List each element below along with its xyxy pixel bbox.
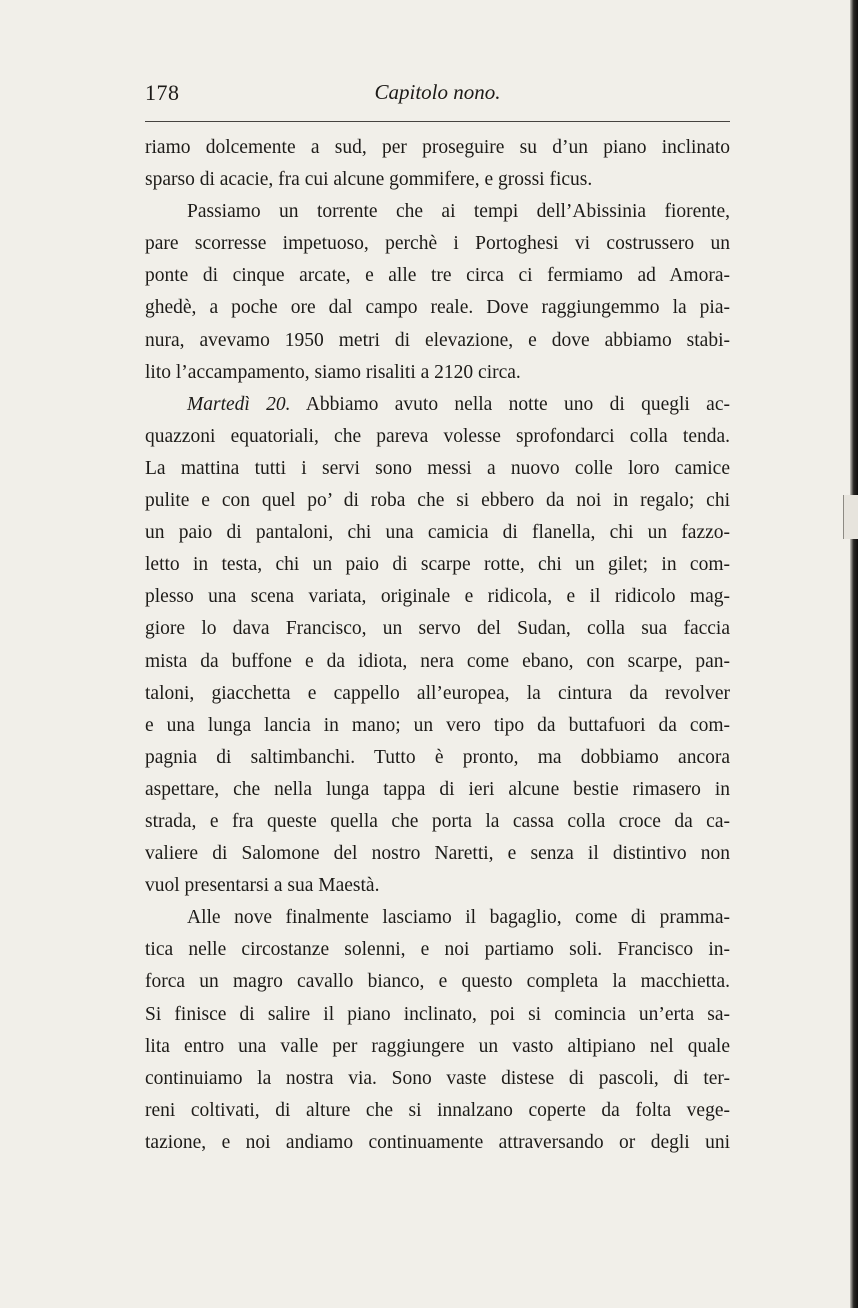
page-number: 178 bbox=[145, 80, 180, 105]
text-line: riamo dolcemente a sud, per proseguire su d’un piano inclinato bbox=[145, 137, 730, 158]
text-line: vuol presentarsi a sua Maestà. bbox=[145, 875, 380, 897]
running-title: Capitolo nono. bbox=[374, 80, 501, 104]
text-line: La mattina tutti i servi sono messi a nuovo colle loro camice bbox=[145, 457, 730, 479]
text-line: pagnia di saltimbanchi. Tutto è pronto, ma dobbiamo ancora bbox=[145, 746, 730, 768]
text-line: valiere di Salomone del nostro Naretti, e senza il distintivo non bbox=[145, 843, 730, 865]
text-line: reni coltivati, di alture che si innalzano coperte da folta vege- bbox=[145, 1099, 730, 1121]
text-line: Alle nove finalmente lasciamo il bagaglio, come di pramma- bbox=[187, 907, 730, 929]
text-line: Si finisce di salire il piano inclinato, poi si comincia un’erta sa- bbox=[145, 1003, 730, 1025]
text-line: aspettare, che nella lunga tappa di ieri alcune bestie rimasero in bbox=[145, 778, 730, 800]
date-line-text: Abbiamo avuto nella notte uno di quegli ac- bbox=[305, 393, 730, 415]
page-edge-tab bbox=[843, 495, 858, 539]
text-line: e una lunga lancia in mano; un vero tipo da buttafuori da com- bbox=[145, 714, 730, 736]
text-line: letto in testa, chi un paio di scarpe rotte, chi un gilet; in com- bbox=[145, 554, 730, 576]
page-header bbox=[145, 72, 730, 112]
body-text bbox=[145, 132, 730, 1159]
text-line: mista da buffone e da idiota, nera come ebano, con scarpe, pan- bbox=[145, 650, 730, 672]
header-rule bbox=[145, 121, 730, 122]
text-line: un paio di pantaloni, chi una camicia di flanella, chi un fazzo- bbox=[145, 522, 730, 544]
text-line: taloni, giacchetta e cappello all’europea, la cintura da revolver bbox=[145, 682, 730, 704]
text-line: quazzoni equatoriali, che pareva volesse sprofondarci colla tenda. bbox=[145, 425, 730, 447]
text-line: Passiamo un torrente che ai tempi dell’Abissinia fiorente, bbox=[187, 201, 730, 223]
page-edge-shadow bbox=[850, 0, 858, 1308]
text-line-with-date bbox=[145, 389, 730, 421]
text-line: lita entro una valle per raggiungere un vasto altipiano nel quale bbox=[145, 1035, 730, 1057]
text-line: plesso una scena variata, originale e ridicola, e il ridicolo mag- bbox=[145, 586, 730, 608]
text-line: giore lo dava Francisco, un servo del Sudan, colla sua faccia bbox=[145, 618, 730, 640]
text-line: lito l’accampamento, siamo risaliti a 2120 circa. bbox=[145, 361, 521, 383]
text-line: pulite e con quel po’ di roba che si ebbero da noi in regalo; chi bbox=[145, 490, 730, 512]
text-line: strada, e fra queste quella che porta la cassa colla croce da ca- bbox=[145, 810, 730, 832]
text-line: forca un magro cavallo bianco, e questo completa la macchietta. bbox=[145, 971, 730, 993]
text-line: pare scorresse impetuoso, perchè i Portoghesi vi costrussero un bbox=[145, 233, 730, 255]
date-heading: Martedì 20. bbox=[187, 393, 291, 415]
text-line: continuiamo la nostra via. Sono vaste distese di pascoli, di ter- bbox=[145, 1067, 730, 1089]
text-line: ghedè, a poche ore dal campo reale. Dove raggiungemmo la pia- bbox=[145, 297, 730, 319]
text-line: sparso di acacie, fra cui alcune gommifere, e grossi ficus. bbox=[145, 169, 593, 191]
text-line: tica nelle circostanze solenni, e noi partiamo soli. Francisco in- bbox=[145, 939, 730, 961]
text-line: tazione, e noi andiamo continuamente attraversando or degli uni bbox=[145, 1131, 730, 1153]
text-line: ponte di cinque arcate, e alle tre circa ci fermiamo ad Amora- bbox=[145, 265, 730, 287]
text-line: nura, avevamo 1950 metri di elevazione, e dove abbiamo stabi- bbox=[145, 329, 730, 351]
